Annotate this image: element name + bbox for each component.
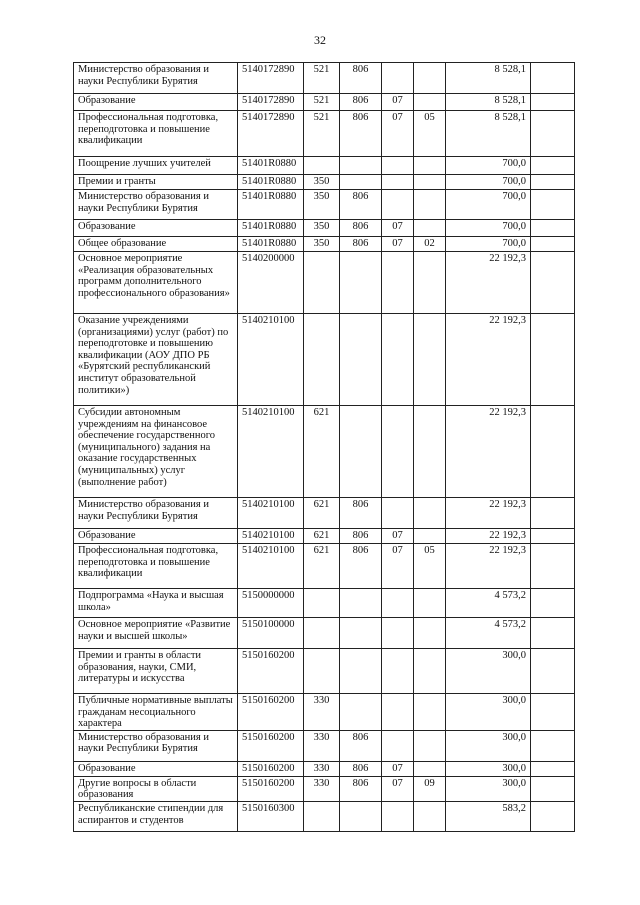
table-row: [74, 157, 575, 175]
row-empty-cell: [531, 406, 575, 498]
table-row: [74, 801, 575, 831]
table-row: [74, 406, 575, 498]
row-subsection: [414, 730, 446, 761]
table-row: [74, 498, 575, 529]
row-name: Другие вопросы в области образования: [74, 776, 238, 801]
row-admin-code: 806: [340, 776, 382, 801]
row-target-code: 5140200000: [238, 252, 304, 314]
table-row: [74, 190, 575, 220]
row-expense-type: 621: [304, 498, 340, 529]
row-name: Основное мероприятие «Реализация образовательных программ дополнительного профессионального образования»: [74, 252, 238, 314]
row-empty-cell: [531, 252, 575, 314]
row-empty-cell: [531, 776, 575, 801]
row-expense-type: 350: [304, 220, 340, 237]
row-admin-code: 806: [340, 94, 382, 111]
row-admin-code: [340, 406, 382, 498]
row-target-code: 51401R0880: [238, 190, 304, 220]
row-empty-cell: [531, 190, 575, 220]
row-subsection: [414, 220, 446, 237]
row-admin-code: 806: [340, 190, 382, 220]
row-expense-type: [304, 649, 340, 694]
row-expense-type: 350: [304, 190, 340, 220]
row-expense-type: 330: [304, 761, 340, 776]
row-section: [382, 190, 414, 220]
row-name: Премии и гранты: [74, 175, 238, 190]
row-subsection: [414, 801, 446, 831]
row-amount: 700,0: [446, 175, 531, 190]
row-subsection: [414, 190, 446, 220]
row-subsection: 05: [414, 544, 446, 589]
row-amount: 22 192,3: [446, 252, 531, 314]
row-amount: 700,0: [446, 157, 531, 175]
row-subsection: [414, 175, 446, 190]
row-subsection: [414, 618, 446, 649]
row-target-code: 5150160200: [238, 761, 304, 776]
table-row: [74, 252, 575, 314]
row-expense-type: 521: [304, 111, 340, 157]
row-name: Премии и гранты в области образования, науки, СМИ, литературы и искусства: [74, 649, 238, 694]
budget-table: [73, 62, 575, 832]
row-name: Министерство образования и науки Республики Бурятия: [74, 498, 238, 529]
row-admin-code: 806: [340, 529, 382, 544]
row-subsection: [414, 252, 446, 314]
row-subsection: [414, 63, 446, 94]
table-row: [74, 776, 575, 801]
row-section: [382, 730, 414, 761]
row-empty-cell: [531, 761, 575, 776]
row-expense-type: 350: [304, 175, 340, 190]
row-section: [382, 694, 414, 731]
row-section: 07: [382, 761, 414, 776]
table-row: [74, 237, 575, 252]
row-empty-cell: [531, 94, 575, 111]
row-admin-code: [340, 157, 382, 175]
row-name: Образование: [74, 220, 238, 237]
row-name: Поощрение лучших учителей: [74, 157, 238, 175]
table-row: [74, 529, 575, 544]
table-row: [74, 618, 575, 649]
row-section: [382, 589, 414, 618]
row-target-code: 51401R0880: [238, 157, 304, 175]
row-section: 07: [382, 220, 414, 237]
row-subsection: [414, 761, 446, 776]
table-body: [74, 63, 575, 832]
row-admin-code: [340, 694, 382, 731]
row-empty-cell: [531, 618, 575, 649]
row-subsection: 09: [414, 776, 446, 801]
table-row: [74, 589, 575, 618]
row-expense-type: 330: [304, 730, 340, 761]
row-section: 07: [382, 544, 414, 589]
row-empty-cell: [531, 730, 575, 761]
row-target-code: 5140210100: [238, 314, 304, 406]
table-row: [74, 544, 575, 589]
row-subsection: [414, 498, 446, 529]
row-expense-type: [304, 589, 340, 618]
table-row: [74, 314, 575, 406]
row-expense-type: 621: [304, 529, 340, 544]
table-row: [74, 220, 575, 237]
row-admin-code: 806: [340, 498, 382, 529]
row-empty-cell: [531, 220, 575, 237]
row-expense-type: [304, 252, 340, 314]
row-expense-type: [304, 157, 340, 175]
row-admin-code: 806: [340, 220, 382, 237]
row-amount: 583,2: [446, 801, 531, 831]
row-target-code: 5150160200: [238, 776, 304, 801]
row-admin-code: 806: [340, 63, 382, 94]
row-amount: 300,0: [446, 694, 531, 731]
row-name: Подпрограмма «Наука и высшая школа»: [74, 589, 238, 618]
row-subsection: [414, 157, 446, 175]
row-amount: 22 192,3: [446, 529, 531, 544]
row-subsection: [414, 649, 446, 694]
row-admin-code: [340, 175, 382, 190]
row-target-code: 5150160200: [238, 694, 304, 731]
row-amount: 700,0: [446, 220, 531, 237]
table-row: [74, 694, 575, 731]
row-section: [382, 157, 414, 175]
row-expense-type: 621: [304, 544, 340, 589]
row-subsection: [414, 694, 446, 731]
row-admin-code: [340, 801, 382, 831]
row-section: [382, 801, 414, 831]
row-amount: 4 573,2: [446, 589, 531, 618]
row-subsection: [414, 406, 446, 498]
row-target-code: 5150160200: [238, 730, 304, 761]
row-name: Основное мероприятие «Развитие науки и высшей школы»: [74, 618, 238, 649]
row-empty-cell: [531, 63, 575, 94]
row-admin-code: 806: [340, 761, 382, 776]
table-row: [74, 730, 575, 761]
row-section: 07: [382, 776, 414, 801]
row-empty-cell: [531, 237, 575, 252]
row-name: Общее образование: [74, 237, 238, 252]
row-empty-cell: [531, 694, 575, 731]
row-section: [382, 175, 414, 190]
row-empty-cell: [531, 314, 575, 406]
row-name: Образование: [74, 761, 238, 776]
row-admin-code: 806: [340, 544, 382, 589]
row-admin-code: [340, 252, 382, 314]
table-row: [74, 63, 575, 94]
row-name: Министерство образования и науки Республики Бурятия: [74, 730, 238, 761]
row-name: Профессиональная подготовка, переподготовка и повышение квалификации: [74, 544, 238, 589]
row-subsection: [414, 589, 446, 618]
row-amount: 22 192,3: [446, 544, 531, 589]
row-empty-cell: [531, 544, 575, 589]
row-target-code: 5140172890: [238, 63, 304, 94]
row-section: [382, 498, 414, 529]
row-expense-type: 350: [304, 237, 340, 252]
row-empty-cell: [531, 801, 575, 831]
row-amount: 22 192,3: [446, 498, 531, 529]
row-target-code: 5150160300: [238, 801, 304, 831]
row-section: [382, 618, 414, 649]
row-name: Министерство образования и науки Республики Бурятия: [74, 190, 238, 220]
row-target-code: 5140172890: [238, 94, 304, 111]
table-row: [74, 94, 575, 111]
row-name: Министерство образования и науки Республики Бурятия: [74, 63, 238, 94]
row-section: 07: [382, 237, 414, 252]
row-amount: 700,0: [446, 190, 531, 220]
row-expense-type: [304, 618, 340, 649]
row-empty-cell: [531, 529, 575, 544]
row-subsection: [414, 529, 446, 544]
row-target-code: 51401R0880: [238, 220, 304, 237]
table-row: [74, 175, 575, 190]
row-admin-code: [340, 618, 382, 649]
row-expense-type: 521: [304, 63, 340, 94]
row-expense-type: [304, 314, 340, 406]
row-empty-cell: [531, 589, 575, 618]
row-section: [382, 649, 414, 694]
row-admin-code: 806: [340, 730, 382, 761]
row-amount: 300,0: [446, 776, 531, 801]
row-expense-type: [304, 801, 340, 831]
row-empty-cell: [531, 111, 575, 157]
row-target-code: 5150100000: [238, 618, 304, 649]
row-name: Публичные нормативные выплаты гражданам несоциального характера: [74, 694, 238, 731]
row-empty-cell: [531, 175, 575, 190]
row-target-code: 5150000000: [238, 589, 304, 618]
row-name: Субсидии автономным учреждениям на финансовое обеспечение государственного (муниципального) задания на оказание государственных (муниципальных) услуг (выполнение работ): [74, 406, 238, 498]
table-row: [74, 649, 575, 694]
row-amount: 700,0: [446, 237, 531, 252]
row-name: Республиканские стипендии для аспирантов и студентов: [74, 801, 238, 831]
row-amount: 300,0: [446, 761, 531, 776]
row-target-code: 5140172890: [238, 111, 304, 157]
row-name: Образование: [74, 94, 238, 111]
row-subsection: [414, 94, 446, 111]
row-admin-code: [340, 589, 382, 618]
row-empty-cell: [531, 498, 575, 529]
row-amount: 300,0: [446, 730, 531, 761]
row-section: [382, 314, 414, 406]
row-section: [382, 63, 414, 94]
row-target-code: 5140210100: [238, 498, 304, 529]
row-admin-code: 806: [340, 237, 382, 252]
row-amount: 22 192,3: [446, 314, 531, 406]
row-target-code: 5150160200: [238, 649, 304, 694]
row-name: Образование: [74, 529, 238, 544]
row-expense-type: 621: [304, 406, 340, 498]
row-admin-code: [340, 649, 382, 694]
row-section: 07: [382, 94, 414, 111]
row-amount: 8 528,1: [446, 63, 531, 94]
row-amount: 8 528,1: [446, 111, 531, 157]
row-name: Профессиональная подготовка, переподготовка и повышение квалификации: [74, 111, 238, 157]
row-expense-type: 330: [304, 776, 340, 801]
row-section: 07: [382, 529, 414, 544]
row-target-code: 5140210100: [238, 529, 304, 544]
row-section: [382, 406, 414, 498]
row-admin-code: 806: [340, 111, 382, 157]
row-subsection: 05: [414, 111, 446, 157]
row-empty-cell: [531, 157, 575, 175]
row-target-code: 5140210100: [238, 406, 304, 498]
row-admin-code: [340, 314, 382, 406]
row-name: Оказание учреждениями (организациями) услуг (работ) по переподготовке и повышению квалификации (АОУ ДПО РБ «Бурятский республиканский институт образовательной политики»): [74, 314, 238, 406]
row-expense-type: 521: [304, 94, 340, 111]
row-section: [382, 252, 414, 314]
table-row: [74, 111, 575, 157]
row-subsection: 02: [414, 237, 446, 252]
row-amount: 8 528,1: [446, 94, 531, 111]
table-row: [74, 761, 575, 776]
row-target-code: 5140210100: [238, 544, 304, 589]
page-number: 32: [314, 33, 326, 47]
row-amount: 22 192,3: [446, 406, 531, 498]
row-subsection: [414, 314, 446, 406]
row-amount: 300,0: [446, 649, 531, 694]
row-target-code: 51401R0880: [238, 237, 304, 252]
row-empty-cell: [531, 649, 575, 694]
row-expense-type: 330: [304, 694, 340, 731]
row-target-code: 51401R0880: [238, 175, 304, 190]
row-amount: 4 573,2: [446, 618, 531, 649]
row-section: 07: [382, 111, 414, 157]
